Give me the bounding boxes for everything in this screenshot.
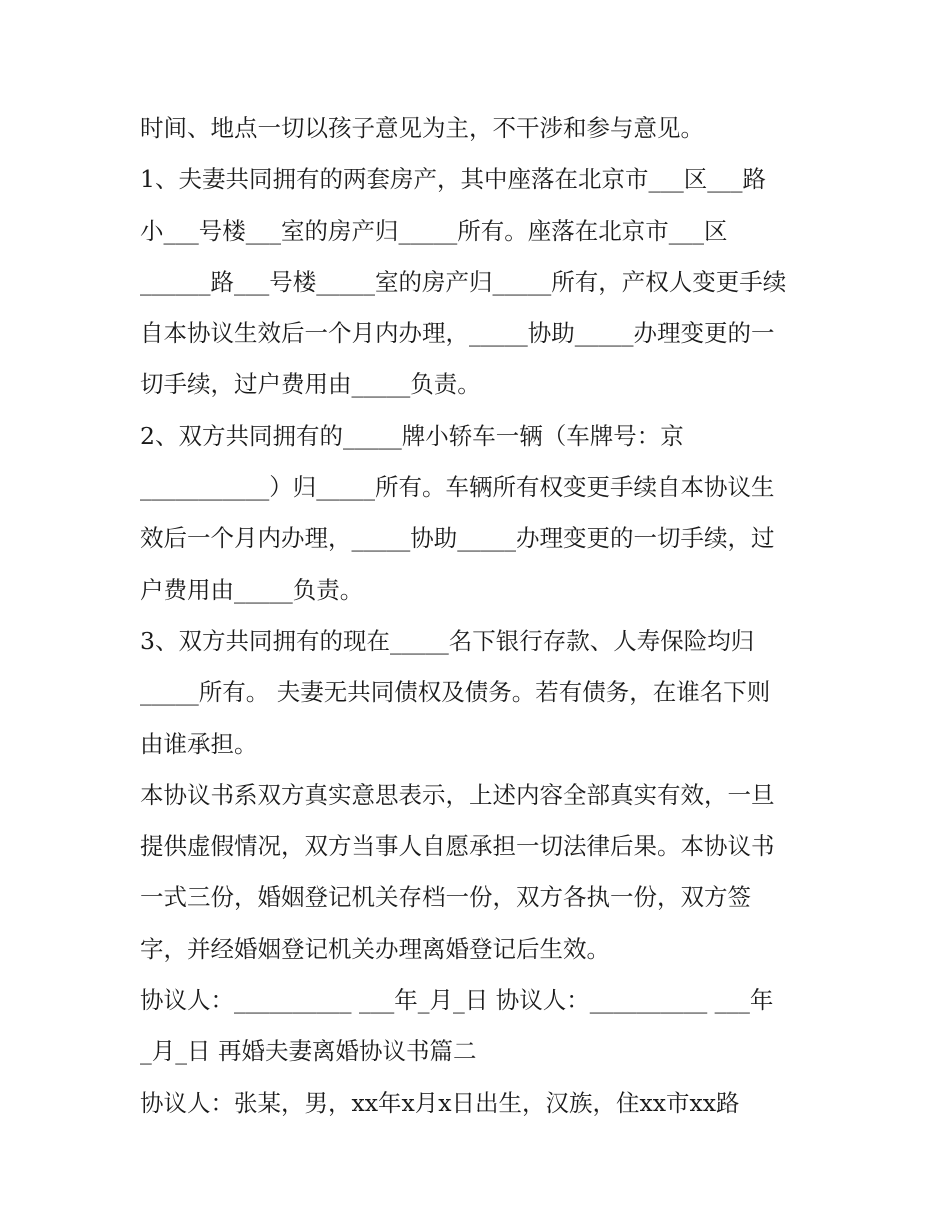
text-line-8: ___________）归_____所有。车辆所有权变更手续自本协议生 bbox=[140, 473, 775, 502]
text-line-18: 协议人：__________ ___年_月_日 协议人：__________ ___年 bbox=[140, 986, 774, 1015]
text-line-19: _月_日 再婚夫妻离婚协议书篇二 bbox=[140, 1037, 477, 1066]
text-line-5: 自本协议生效后一个月内办理，_____协助_____办理变更的一 bbox=[140, 319, 775, 348]
text-line-3: 小___号楼___室的房产归_____所有。座落在北京市___区 bbox=[140, 216, 728, 245]
text-line-1: 时间、地点一切以孩子意见为主，不干涉和参与意见。 bbox=[140, 114, 704, 142]
text-line-4: ______路___号楼_____室的房产归_____所有，产权人变更手续 bbox=[140, 267, 787, 296]
text-line-13: 由谁承担。 bbox=[140, 729, 258, 758]
text-line-20: 协议人：张某，男，xx年x月x日出生，汉族，住xx市xx路 bbox=[140, 1088, 740, 1117]
document-body bbox=[140, 103, 830, 1129]
text-line-12: _____所有。 夫妻无共同债权及债务。若有债务，在谁名下则 bbox=[140, 678, 771, 707]
text-line-9: 效后一个月内办理，_____协助_____办理变更的一切手续，过 bbox=[140, 524, 775, 553]
text-line-17: 字，并经婚姻登记机关办理离婚登记后生效。 bbox=[140, 934, 610, 963]
text-line-14: 本协议书系双方真实意思表示，上述内容全部真实有效，一旦 bbox=[140, 780, 775, 809]
text-line-11: 3、双方共同拥有的现在_____名下银行存款、人寿保险均归 bbox=[140, 626, 755, 655]
text-line-16: 一式三份，婚姻登记机关存档一份，双方各执一份，双方签 bbox=[140, 883, 751, 912]
text-line-6: 切手续，过户费用由_____负责。 bbox=[140, 370, 481, 399]
text-line-10: 户费用由_____负责。 bbox=[140, 575, 364, 604]
text-line-15: 提供虚假情况，双方当事人自愿承担一切法律后果。本协议书 bbox=[140, 832, 775, 861]
text-line-7: 2、双方共同拥有的_____牌小轿车一辆（车牌号：京 bbox=[140, 421, 684, 450]
text-line-2: 1、夫妻共同拥有的两套房产，其中座落在北京市___区___路 bbox=[140, 165, 766, 194]
